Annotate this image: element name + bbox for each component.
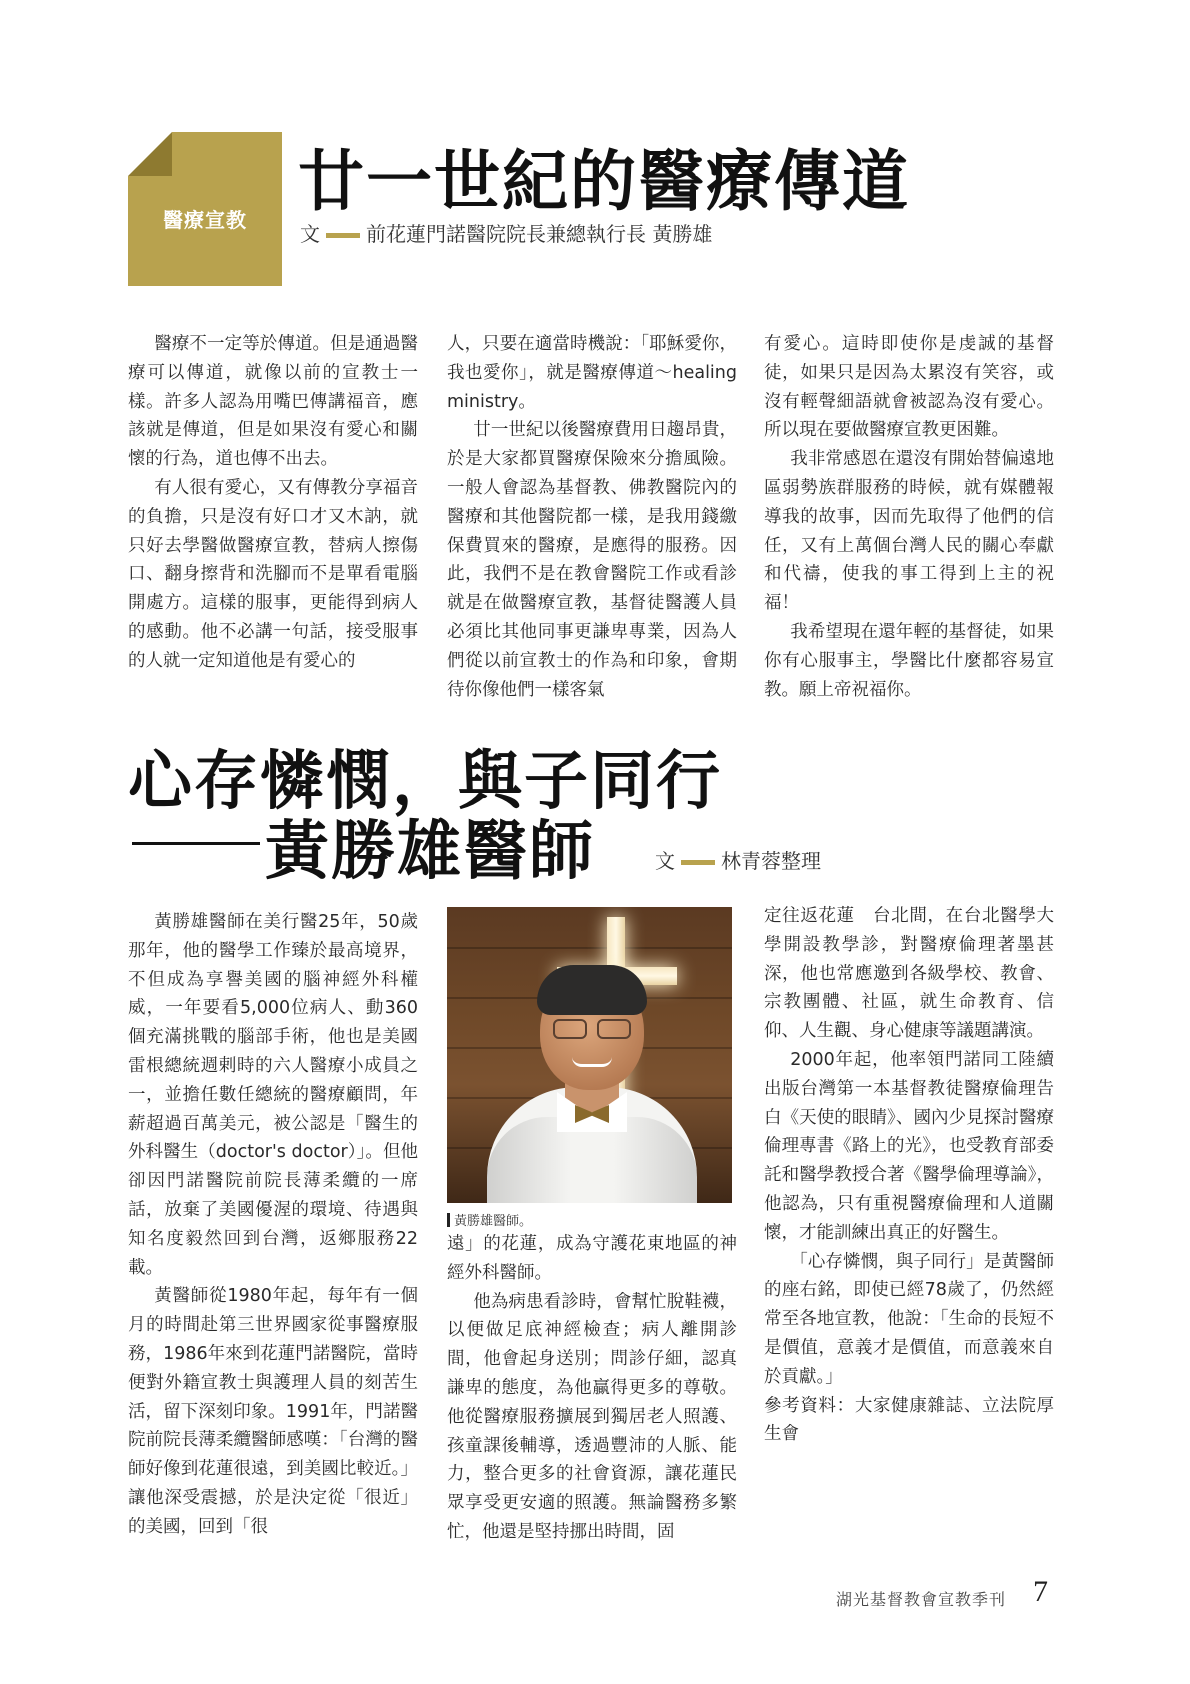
- article2-title-line2: 黃勝雄醫師: [265, 815, 595, 889]
- article2-column-1: [128, 908, 418, 1542]
- paragraph: 黃勝雄醫師在美行醫25年，50歲那年，他的醫學工作臻於最高境界，不但成為享譽美國的腦神經外科權威，一年要看5,000位病人、動360個充滿挑戰的腦部手術，他也是美國雷根總統週剌時的六人醫療小成員之一，並擔任數任總統的醫療顧問，年薪超過百萬美元，被公認是「醫生的外科醫生（doctor's doctor）」。但他卻因門諾醫院前院長薄柔纜的一席話，放棄了美國優渥的環境、待遇與知名度毅然回到台灣，返鄉服務22載。: [128, 912, 418, 1278]
- paragraph: 定往返花蓮 台北間，在台北醫學大學開設教學診，對醫療倫理著墨甚深，他也常應邀到各級學校、教會、宗教團體、社區，就生命教育、信仰、人生觀、身心健康等議題講演。: [764, 906, 1054, 1042]
- byline-author: 林青蓉整理: [721, 849, 821, 873]
- smile: [572, 1057, 612, 1067]
- paragraph: 有人很有愛心，又有傳教分享福音的負擔，只是沒有好口才又木訥，就只好去學醫做醫療宣教，替病人擦傷口、翻身擦背和洗腳而不是單看電腦開處方。這樣的服事，更能得到病人的感動。他不必講一句話，接受服事的人就一定知道他是有愛心的: [128, 477, 418, 671]
- article1-column-2: [447, 330, 737, 704]
- hair: [537, 965, 647, 1015]
- page-number: 7: [1033, 1575, 1048, 1608]
- wood-plank: [447, 947, 732, 949]
- paragraph: 醫療不一定等於傳道。但是通過醫療可以傳道，就像以前的宣教士一樣。許多人認為用嘴巴傳講福音，應該就是傳道，但是如果沒有愛心和關懷的行為，道也傳不出去。: [128, 334, 418, 470]
- paragraph: 2000年起，他率領門諾同工陸續出版台灣第一本基督教徒醫療倫理告白《天使的眼睛》、國內少見探討醫療倫理專書《路上的光》，也受教育部委託和醫學教授合著《醫學倫理導論》，他認為，只有重視醫療倫理和人道關懷，才能訓練出真正的好醫生。: [764, 1049, 1054, 1243]
- paragraph: 遠」的花蓮，成為守護花東地區的神經外科醫師。: [447, 1234, 737, 1283]
- paragraph: 有愛心。這時即使你是虔誠的基督徒，如果只是因為太累沒有笑容，或沒有輕聲細語就會被認為沒有愛心。所以現在要做醫療宣教更困難。: [764, 334, 1054, 441]
- paragraph: 黃醫師從1980年起，每年有一個月的時間赴第三世界國家從事醫療服務，1986年來到花蓮門諾醫院，當時便對外籍宣教士與護理人員的刻苦生活，留下深刻印象。1991年，門諾醫院前院長薄柔纜醫師感嘆：「台灣的醫師好像到花蓮很遠，到美國比較近。」讓他深受震撼，於是決定從「很近」的美國，回到「很: [128, 1286, 418, 1537]
- publication-name: 湖光基督教會宣教季刊: [836, 1590, 1007, 1609]
- byline-dash: [681, 860, 715, 865]
- article1-title: 廿一世紀的醫療傳道: [298, 143, 910, 220]
- article1-byline: [300, 218, 712, 247]
- byline-author: 前花蓮門諾醫院院長兼總執行長 黃勝雄: [366, 222, 713, 246]
- paragraph: 我非常感恩在還沒有開始替偏遠地區弱勢族群服務的時候，就有媒體報導我的故事，因而先取得了他們的信任，又有上萬個台灣人民的關心奉獻和代禱，使我的事工得到上主的祝福！: [764, 449, 1054, 614]
- doctor-portrait-photo: [447, 907, 732, 1203]
- paragraph: 他為病患看診時，會幫忙脫鞋襪，以便做足底神經檢查；病人離開診間，他會起身送別；問診仔細，認真謙卑的態度，為他贏得更多的尊敬。他從醫療服務擴展到獨居老人照護、孩童課後輔導，透過豐沛的人脈、能力，整合更多的社會資源，讓花蓮民眾享受更安適的照護。無論醫務多繁忙，他還是堅持挪出時間，固: [447, 1291, 737, 1542]
- byline-prefix: 文: [300, 222, 320, 246]
- caption-bar: [447, 1213, 450, 1227]
- caption-text: 黃勝雄醫師。: [454, 1214, 533, 1229]
- paragraph: 人，只要在適當時機說：「耶穌愛你，我也愛你」，就是醫療傳道～healing ministry。: [447, 334, 737, 412]
- byline-dash: [326, 233, 360, 238]
- tag-corner-fold-cut: [128, 132, 172, 176]
- article1-column-3: [764, 330, 1054, 704]
- glasses-left: [553, 1019, 587, 1039]
- article2-byline: [655, 845, 821, 874]
- references: 參考資料：大家健康雜誌、立法院厚生會: [764, 1395, 1054, 1445]
- photo-caption: [447, 1210, 532, 1229]
- paragraph: 「心存憐憫，與子同行」是黃醫師的座右銘，即使已經78歲了，仍然經常至各地宣教，他說：「生命的長短不是價值，意義才是價值，而意義來自於貢獻。」: [764, 1251, 1054, 1387]
- glasses-right: [597, 1019, 631, 1039]
- section-tag-label: 醫療宣教: [163, 208, 247, 232]
- article1-column-1: [128, 330, 418, 676]
- paragraph: 廿一世紀以後醫療費用日趨昂貴，於是大家都買醫療保險來分擔風險。一般人會認為基督教、佛教醫院內的醫療和其他醫院都一樣，是我用錢繳保費買來的醫療，是應得的服務。因此，我們不是在教會醫院工作或看診就是在做醫療宣教，基督徒醫護人員必須比其他同事更謙卑專業，因為人們從以前宣教士的作為和印象，會期待你像他們一樣客氣: [447, 420, 737, 700]
- title-dash-line: [132, 842, 260, 845]
- article2-column-2: [447, 1230, 737, 1547]
- byline-prefix: 文: [655, 849, 675, 873]
- paragraph: 我希望現在還年輕的基督徒，如果你有心服事主，學醫比什麼都容易宣教。願上帝祝福你。: [764, 621, 1054, 700]
- article2-column-3: [764, 902, 1054, 1449]
- article2-title-line1: 心存憐憫，與子同行: [128, 745, 722, 819]
